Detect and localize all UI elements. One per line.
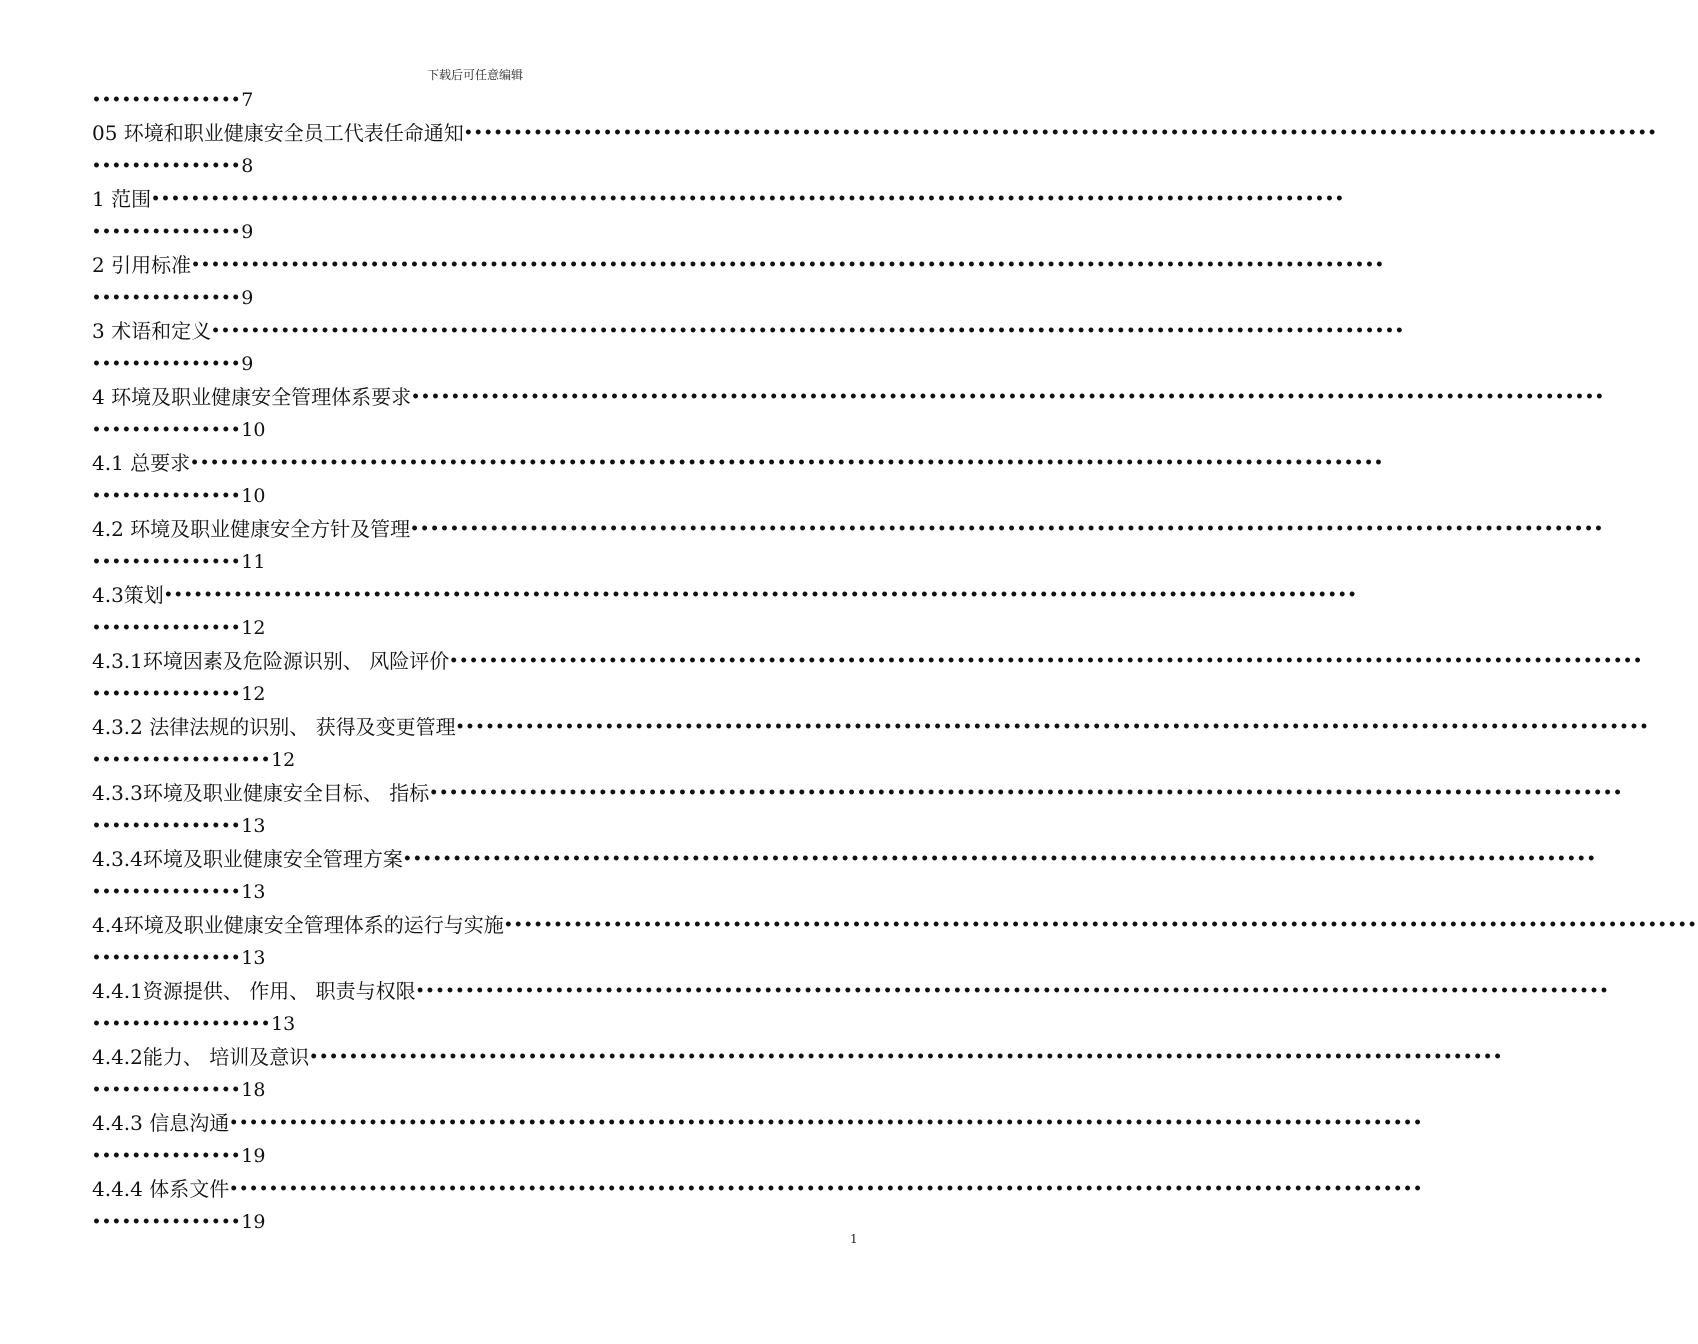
leader-dots: ••••••••••••••••••••••••••••••••••••••••••••••••••••••••••••••••••••••••••••••••••••••••••••••••••••••••••••••••••••••••	[415, 983, 1610, 999]
toc-page-number: 9	[241, 221, 254, 243]
toc-entry[interactable]	[92, 1107, 1424, 1140]
leader-dots: ••••••••••••••••••••••••••••••••••••••••••••••••••••••••••••••••••••••••••••••••••••••••••••••••••••••••••••••••••••••••	[229, 1181, 1424, 1197]
toc-continuation-line	[92, 678, 860, 711]
toc-entry[interactable]	[92, 711, 1650, 744]
toc-entry-title: 4.4.4 体系文件	[92, 1177, 230, 1201]
leader-dots: •••••••••••••••	[92, 224, 242, 240]
leader-dots: ••••••••••••••••••••••••••••••••••••••••••••••••••••••••••••••••••••••••••••••••••••••••••••••••••••••••••••••••••••••••	[151, 191, 1345, 207]
toc-entry[interactable]	[92, 1173, 1424, 1206]
leader-dots: •••••••••••••••	[92, 554, 242, 570]
leader-dots: •••••••••••••••	[92, 950, 242, 966]
leader-dots: •••••••••••••••	[92, 818, 242, 834]
toc-entry[interactable]	[92, 513, 1604, 546]
toc-entry-title: 4 环境及职业健康安全管理体系要求	[92, 385, 412, 409]
toc-entry-title: 4.3策划	[92, 583, 164, 607]
toc-page-number: 12	[241, 617, 266, 639]
table-of-contents	[92, 84, 1698, 1239]
leader-dots: ••••••••••••••••••••••••••••••••••••••••••••••••••••••••••••••••••••••••••••••••••••••••••••••••••••••••••••••••••••••••	[211, 323, 1405, 339]
toc-entry-title: 4.4.3 信息沟通	[92, 1111, 230, 1135]
toc-continuation-line	[92, 150, 860, 183]
leader-dots: ••••••••••••••••••••••••••••••••••••••••••••••••••••••••••••••••••••••••••••••••••••••••••••••••••••••••••••••••••••••••	[190, 455, 1384, 471]
toc-entry-title: 05 环境和职业健康安全员工代表任命通知	[92, 121, 464, 145]
leader-dots: •••••••••••••••	[92, 158, 242, 174]
leader-dots: ••••••••••••••••••••••••••••••••••••••••••••••••••••••••••••••••••••••••••••••••••••••••••••••••••••••••••••••••••••••••	[463, 125, 1658, 141]
toc-continuation-line	[92, 876, 860, 909]
leader-dots: •••••••••••••••	[92, 686, 242, 702]
leader-dots: ••••••••••••••••••••••••••••••••••••••••••••••••••••••••••••••••••••••••••••••••••••••••••••••••••••••••••••••••••••••••	[455, 719, 1650, 735]
leader-dots: •••••••••••••••	[92, 92, 242, 108]
leader-dots: •••••••••••••••	[92, 1148, 242, 1164]
toc-entry[interactable]	[92, 117, 1658, 150]
leader-dots: ••••••••••••••••••••••••••••••••••••••••••••••••••••••••••••••••••••••••••••••••••••••••••••••••••••••••••••••••••••••••	[449, 653, 1644, 669]
toc-entry-title: 1 范围	[92, 187, 152, 211]
leader-dots: ••••••••••••••••••	[92, 752, 272, 768]
leader-dots: •••••••••••••••	[92, 356, 242, 372]
leader-dots: •••••••••••••••	[92, 620, 242, 636]
toc-page-number: 13	[241, 815, 266, 837]
toc-page-number: 19	[241, 1145, 266, 1167]
leader-dots: •••••••••••••••	[92, 488, 242, 504]
toc-continuation-line	[92, 216, 860, 249]
toc-continuation-line	[92, 84, 860, 117]
leader-dots: •••••••••••••••	[92, 1214, 242, 1230]
toc-page-number: 12	[271, 749, 296, 771]
toc-page-number: 8	[241, 155, 254, 177]
toc-entry[interactable]	[92, 645, 1644, 678]
toc-entry-title: 4.4.2能力、 培训及意识	[92, 1045, 310, 1069]
leader-dots: ••••••••••••••••••	[92, 1016, 272, 1032]
toc-entry-title: 4.3.1环境因素及危险源识别、 风险评价	[92, 649, 450, 673]
toc-entry[interactable]	[92, 183, 1345, 216]
toc-page-number: 13	[241, 881, 266, 903]
toc-entry-title: 4.1 总要求	[92, 451, 191, 475]
toc-entry-title: 2 引用标准	[92, 253, 192, 277]
toc-continuation-line	[92, 1206, 860, 1239]
leader-dots: •••••••••••••••	[92, 1082, 242, 1098]
toc-continuation-line	[92, 810, 860, 843]
toc-page-number: 13	[271, 1013, 296, 1035]
toc-continuation-line	[92, 414, 860, 447]
toc-entry-title: 4.3.3环境及职业健康安全目标、 指标	[92, 781, 430, 805]
toc-entry[interactable]	[92, 315, 1405, 348]
toc-entry[interactable]	[92, 447, 1384, 480]
leader-dots: ••••••••••••••••••••••••••••••••••••••••••••••••••••••••••••••••••••••••••••••••••••••••••••••••••••••••••••••••••••••••	[309, 1049, 1504, 1065]
toc-entry[interactable]	[92, 381, 1605, 414]
leader-dots: ••••••••••••••••••••••••••••••••••••••••••••••••••••••••••••••••••••••••••••••••••••••••••••••••••••••••••••••••••••••••	[429, 785, 1624, 801]
toc-continuation-line	[92, 744, 860, 777]
toc-page-number: 10	[241, 419, 266, 441]
toc-continuation-line	[92, 282, 860, 315]
toc-entry[interactable]	[92, 909, 1698, 942]
toc-entry-title: 4.3.2 法律法规的识别、 获得及变更管理	[92, 715, 456, 739]
page-header: 下载后可任意编辑	[426, 68, 523, 82]
toc-entry[interactable]	[92, 843, 1597, 876]
toc-entry[interactable]	[92, 579, 1358, 612]
page-number: 1	[850, 1232, 858, 1246]
toc-page-number: 9	[241, 287, 254, 309]
toc-page-number: 7	[241, 89, 254, 111]
toc-continuation-line	[92, 942, 860, 975]
toc-entry[interactable]	[92, 1041, 1504, 1074]
toc-continuation-line	[92, 546, 860, 579]
toc-continuation-line	[92, 612, 860, 645]
toc-entry-title: 4.4.1资源提供、 作用、 职责与权限	[92, 979, 416, 1003]
leader-dots: ••••••••••••••••••••••••••••••••••••••••••••••••••••••••••••••••••••••••••••••••••••••••••••••••••••••••••••••••••••••••	[163, 587, 1358, 603]
toc-entry-title: 4.3.4环境及职业健康安全管理方案	[92, 847, 403, 871]
leader-dots: ••••••••••••••••••••••••••••••••••••••••••••••••••••••••••••••••••••••••••••••••••••••••••••••••••••••••••••••••••••••••	[411, 389, 1605, 405]
toc-entry-title: 3 术语和定义	[92, 319, 212, 343]
toc-page-number: 11	[241, 551, 266, 573]
leader-dots: ••••••••••••••••••••••••••••••••••••••••••••••••••••••••••••••••••••••••••••••••••••••••••••••••••••••••••••••••••••••••	[503, 917, 1698, 933]
leader-dots: •••••••••••••••	[92, 422, 242, 438]
toc-continuation-line	[92, 1140, 860, 1173]
toc-page-number: 18	[241, 1079, 266, 1101]
leader-dots: ••••••••••••••••••••••••••••••••••••••••••••••••••••••••••••••••••••••••••••••••••••••••••••••••••••••••••••••••••••••••	[402, 851, 1597, 867]
leader-dots: ••••••••••••••••••••••••••••••••••••••••••••••••••••••••••••••••••••••••••••••••••••••••••••••••••••••••••••••••••••••••	[410, 521, 1604, 537]
toc-entry[interactable]	[92, 249, 1385, 282]
leader-dots: •••••••••••••••	[92, 884, 242, 900]
toc-entry-title: 4.4环境及职业健康安全管理体系的运行与实施	[92, 913, 504, 937]
leader-dots: ••••••••••••••••••••••••••••••••••••••••••••••••••••••••••••••••••••••••••••••••••••••••••••••••••••••••••••••••••••••••	[191, 257, 1385, 273]
toc-page-number: 12	[241, 683, 266, 705]
toc-page-number: 19	[241, 1211, 266, 1233]
toc-continuation-line	[92, 348, 860, 381]
toc-page-number: 13	[241, 947, 266, 969]
toc-entry[interactable]	[92, 777, 1624, 810]
toc-page-number: 10	[241, 485, 266, 507]
leader-dots: •••••••••••••••	[92, 290, 242, 306]
toc-page-number: 9	[241, 353, 254, 375]
toc-continuation-line	[92, 480, 860, 513]
toc-entry[interactable]	[92, 975, 1610, 1008]
toc-continuation-line	[92, 1074, 860, 1107]
toc-entry-title: 4.2 环境及职业健康安全方针及管理	[92, 517, 411, 541]
toc-continuation-line	[92, 1008, 860, 1041]
leader-dots: ••••••••••••••••••••••••••••••••••••••••••••••••••••••••••••••••••••••••••••••••••••••••••••••••••••••••••••••••••••••••	[229, 1115, 1424, 1131]
